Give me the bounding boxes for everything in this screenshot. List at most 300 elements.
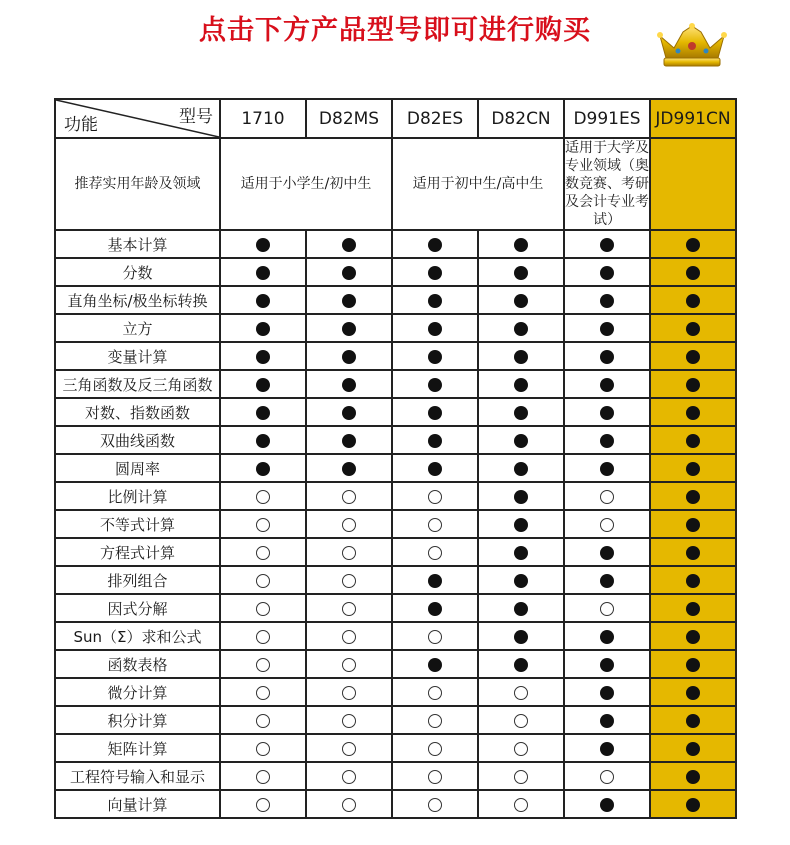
unsupported-circle-icon — [428, 686, 442, 700]
support-cell — [478, 594, 564, 622]
age-row-label: 推荐实用年龄及领域 — [55, 138, 220, 230]
support-cell — [220, 790, 306, 818]
supported-dot-icon — [342, 266, 356, 280]
support-cell — [478, 454, 564, 482]
support-cell — [478, 538, 564, 566]
support-cell — [564, 258, 650, 286]
feature-label: 方程式计算 — [55, 538, 220, 566]
feature-row — [55, 286, 736, 314]
support-cell — [478, 706, 564, 734]
support-cell — [392, 370, 478, 398]
supported-dot-icon — [686, 602, 700, 616]
feature-label: 排列组合 — [55, 566, 220, 594]
supported-dot-icon — [514, 518, 528, 532]
unsupported-circle-icon — [342, 658, 356, 672]
supported-dot-icon — [342, 462, 356, 476]
support-cell — [392, 314, 478, 342]
supported-dot-icon — [514, 378, 528, 392]
model-d82cn[interactable]: D82CN — [478, 99, 564, 138]
supported-dot-icon — [600, 406, 614, 420]
supported-dot-icon — [256, 378, 270, 392]
support-cell — [478, 342, 564, 370]
support-cell — [478, 650, 564, 678]
supported-dot-icon — [686, 378, 700, 392]
supported-dot-icon — [686, 742, 700, 756]
support-cell — [306, 370, 392, 398]
support-cell — [564, 706, 650, 734]
unsupported-circle-icon — [600, 490, 614, 504]
feature-label: 函数表格 — [55, 650, 220, 678]
support-cell — [478, 622, 564, 650]
support-cell — [478, 230, 564, 258]
support-cell — [650, 678, 736, 706]
support-cell — [220, 230, 306, 258]
supported-dot-icon — [428, 406, 442, 420]
supported-dot-icon — [600, 462, 614, 476]
supported-dot-icon — [686, 686, 700, 700]
supported-dot-icon — [514, 462, 528, 476]
supported-dot-icon — [256, 322, 270, 336]
support-cell — [392, 678, 478, 706]
support-cell — [478, 286, 564, 314]
unsupported-circle-icon — [256, 518, 270, 532]
supported-dot-icon — [342, 238, 356, 252]
feature-row — [55, 426, 736, 454]
model-d82es[interactable]: D82ES — [392, 99, 478, 138]
support-cell — [306, 258, 392, 286]
supported-dot-icon — [514, 574, 528, 588]
supported-dot-icon — [686, 770, 700, 784]
support-cell — [478, 790, 564, 818]
feature-row — [55, 510, 736, 538]
support-cell — [564, 510, 650, 538]
support-cell — [220, 650, 306, 678]
support-cell — [650, 398, 736, 426]
supported-dot-icon — [514, 238, 528, 252]
support-cell — [392, 734, 478, 762]
supported-dot-icon — [428, 322, 442, 336]
supported-dot-icon — [686, 294, 700, 308]
unsupported-circle-icon — [600, 518, 614, 532]
support-cell — [306, 286, 392, 314]
supported-dot-icon — [428, 294, 442, 308]
unsupported-circle-icon — [342, 546, 356, 560]
support-cell — [306, 454, 392, 482]
support-cell — [650, 258, 736, 286]
unsupported-circle-icon — [428, 770, 442, 784]
supported-dot-icon — [686, 518, 700, 532]
unsupported-circle-icon — [514, 798, 528, 812]
support-cell — [392, 790, 478, 818]
supported-dot-icon — [342, 350, 356, 364]
supported-dot-icon — [428, 238, 442, 252]
feature-row — [55, 706, 736, 734]
purchase-banner: 点击下方产品型号即可进行购买 — [199, 15, 591, 46]
unsupported-circle-icon — [256, 630, 270, 644]
support-cell — [392, 510, 478, 538]
feature-label: 三角函数及反三角函数 — [55, 370, 220, 398]
support-cell — [306, 510, 392, 538]
supported-dot-icon — [686, 658, 700, 672]
feature-label: 变量计算 — [55, 342, 220, 370]
unsupported-circle-icon — [600, 770, 614, 784]
support-cell — [392, 762, 478, 790]
unsupported-circle-icon — [514, 742, 528, 756]
supported-dot-icon — [600, 686, 614, 700]
unsupported-circle-icon — [600, 602, 614, 616]
support-cell — [478, 510, 564, 538]
support-cell — [306, 594, 392, 622]
support-cell — [650, 286, 736, 314]
supported-dot-icon — [514, 490, 528, 504]
support-cell — [306, 678, 392, 706]
support-cell — [220, 678, 306, 706]
feature-row — [55, 398, 736, 426]
supported-dot-icon — [514, 602, 528, 616]
support-cell — [306, 538, 392, 566]
unsupported-circle-icon — [256, 742, 270, 756]
supported-dot-icon — [342, 322, 356, 336]
support-cell — [392, 706, 478, 734]
feature-label: 对数、指数函数 — [55, 398, 220, 426]
support-cell — [306, 342, 392, 370]
support-cell — [650, 538, 736, 566]
supported-dot-icon — [600, 378, 614, 392]
supported-dot-icon — [342, 294, 356, 308]
support-cell — [650, 650, 736, 678]
supported-dot-icon — [686, 714, 700, 728]
supported-dot-icon — [342, 434, 356, 448]
unsupported-circle-icon — [256, 546, 270, 560]
feature-row — [55, 538, 736, 566]
supported-dot-icon — [600, 546, 614, 560]
unsupported-circle-icon — [342, 602, 356, 616]
support-cell — [478, 370, 564, 398]
feature-label: 积分计算 — [55, 706, 220, 734]
feature-label: 基本计算 — [55, 230, 220, 258]
supported-dot-icon — [514, 546, 528, 560]
unsupported-circle-icon — [514, 770, 528, 784]
feature-row — [55, 566, 736, 594]
support-cell — [564, 342, 650, 370]
age-group-highlight — [650, 138, 736, 230]
support-cell — [564, 370, 650, 398]
support-cell — [478, 426, 564, 454]
support-cell — [564, 566, 650, 594]
supported-dot-icon — [686, 462, 700, 476]
supported-dot-icon — [686, 350, 700, 364]
support-cell — [478, 734, 564, 762]
support-cell — [650, 482, 736, 510]
feature-row — [55, 790, 736, 818]
support-cell — [220, 398, 306, 426]
feature-row — [55, 230, 736, 258]
support-cell — [650, 790, 736, 818]
feature-row — [55, 454, 736, 482]
feature-row — [55, 650, 736, 678]
support-cell — [306, 482, 392, 510]
unsupported-circle-icon — [428, 798, 442, 812]
support-cell — [564, 538, 650, 566]
support-cell — [220, 594, 306, 622]
unsupported-circle-icon — [256, 574, 270, 588]
support-cell — [478, 398, 564, 426]
support-cell — [564, 734, 650, 762]
support-cell — [564, 398, 650, 426]
feature-label: 因式分解 — [55, 594, 220, 622]
unsupported-circle-icon — [428, 714, 442, 728]
feature-label: 分数 — [55, 258, 220, 286]
supported-dot-icon — [514, 266, 528, 280]
supported-dot-icon — [514, 406, 528, 420]
support-cell — [564, 426, 650, 454]
feature-row — [55, 762, 736, 790]
support-cell — [392, 622, 478, 650]
unsupported-circle-icon — [342, 714, 356, 728]
support-cell — [478, 258, 564, 286]
support-cell — [306, 734, 392, 762]
supported-dot-icon — [600, 630, 614, 644]
support-cell — [650, 510, 736, 538]
supported-dot-icon — [428, 266, 442, 280]
age-row — [55, 138, 736, 230]
supported-dot-icon — [600, 714, 614, 728]
support-cell — [220, 342, 306, 370]
supported-dot-icon — [600, 238, 614, 252]
supported-dot-icon — [514, 658, 528, 672]
support-cell — [392, 342, 478, 370]
support-cell — [564, 650, 650, 678]
feature-label: 矩阵计算 — [55, 734, 220, 762]
support-cell — [564, 454, 650, 482]
support-cell — [392, 286, 478, 314]
unsupported-circle-icon — [428, 490, 442, 504]
feature-label: Sun（Σ）求和公式 — [55, 622, 220, 650]
supported-dot-icon — [600, 350, 614, 364]
support-cell — [306, 762, 392, 790]
unsupported-circle-icon — [342, 574, 356, 588]
supported-dot-icon — [514, 294, 528, 308]
feature-label: 向量计算 — [55, 790, 220, 818]
supported-dot-icon — [342, 378, 356, 392]
supported-dot-icon — [686, 546, 700, 560]
feature-label: 不等式计算 — [55, 510, 220, 538]
age-group-secondary: 适用于初中生/高中生 — [392, 138, 564, 230]
support-cell — [306, 566, 392, 594]
support-cell — [564, 594, 650, 622]
support-cell — [650, 314, 736, 342]
support-cell — [478, 314, 564, 342]
support-cell — [220, 258, 306, 286]
unsupported-circle-icon — [428, 546, 442, 560]
supported-dot-icon — [256, 294, 270, 308]
support-cell — [220, 510, 306, 538]
support-cell — [650, 566, 736, 594]
support-cell — [392, 538, 478, 566]
support-cell — [220, 314, 306, 342]
support-cell — [220, 566, 306, 594]
feature-label: 圆周率 — [55, 454, 220, 482]
support-cell — [220, 454, 306, 482]
feature-label: 微分计算 — [55, 678, 220, 706]
age-group-university: 适用于大学及专业领域（奥数竞赛、考研及会计专业考试） — [565, 140, 649, 228]
supported-dot-icon — [428, 434, 442, 448]
feature-label: 直角坐标/极坐标转换 — [55, 286, 220, 314]
model-d82ms[interactable]: D82MS — [306, 99, 392, 138]
supported-dot-icon — [256, 266, 270, 280]
support-cell — [392, 398, 478, 426]
supported-dot-icon — [600, 322, 614, 336]
support-cell — [650, 370, 736, 398]
supported-dot-icon — [428, 658, 442, 672]
support-cell — [564, 790, 650, 818]
age-group-primary: 适用于小学生/初中生 — [220, 138, 392, 230]
support-cell — [220, 426, 306, 454]
support-cell — [650, 230, 736, 258]
supported-dot-icon — [686, 490, 700, 504]
support-cell — [306, 314, 392, 342]
supported-dot-icon — [600, 574, 614, 588]
corner-cell — [55, 99, 220, 138]
support-cell — [392, 566, 478, 594]
supported-dot-icon — [514, 630, 528, 644]
unsupported-circle-icon — [514, 686, 528, 700]
support-cell — [306, 622, 392, 650]
support-cell — [650, 734, 736, 762]
support-cell — [392, 230, 478, 258]
unsupported-circle-icon — [342, 770, 356, 784]
model-jd991cn[interactable]: JD991CN — [650, 99, 736, 138]
unsupported-circle-icon — [342, 630, 356, 644]
supported-dot-icon — [686, 406, 700, 420]
support-cell — [478, 566, 564, 594]
support-cell — [650, 762, 736, 790]
support-cell — [220, 538, 306, 566]
support-cell — [564, 678, 650, 706]
feature-axis-label: 功能 — [64, 115, 98, 135]
feature-label: 工程符号输入和显示 — [55, 762, 220, 790]
unsupported-circle-icon — [256, 658, 270, 672]
supported-dot-icon — [514, 434, 528, 448]
feature-label: 立方 — [55, 314, 220, 342]
supported-dot-icon — [600, 266, 614, 280]
support-cell — [306, 650, 392, 678]
model-d991es[interactable]: D991ES — [564, 99, 650, 138]
model-axis-label: 型号 — [179, 107, 213, 127]
supported-dot-icon — [686, 434, 700, 448]
feature-row — [55, 314, 736, 342]
crown-icon — [656, 22, 728, 68]
model-comparison-table — [54, 98, 737, 819]
support-cell — [478, 762, 564, 790]
unsupported-circle-icon — [256, 602, 270, 616]
supported-dot-icon — [600, 658, 614, 672]
support-cell — [478, 678, 564, 706]
supported-dot-icon — [600, 294, 614, 308]
unsupported-circle-icon — [256, 770, 270, 784]
support-cell — [306, 426, 392, 454]
support-cell — [564, 286, 650, 314]
feature-row — [55, 678, 736, 706]
support-cell — [220, 762, 306, 790]
unsupported-circle-icon — [256, 686, 270, 700]
support-cell — [650, 426, 736, 454]
supported-dot-icon — [256, 238, 270, 252]
unsupported-circle-icon — [342, 798, 356, 812]
supported-dot-icon — [686, 574, 700, 588]
feature-row — [55, 482, 736, 510]
support-cell — [306, 230, 392, 258]
feature-row — [55, 734, 736, 762]
support-cell — [392, 426, 478, 454]
feature-row — [55, 370, 736, 398]
unsupported-circle-icon — [342, 518, 356, 532]
model-header-row — [55, 99, 736, 138]
support-cell — [564, 762, 650, 790]
feature-row — [55, 342, 736, 370]
support-cell — [220, 286, 306, 314]
unsupported-circle-icon — [256, 490, 270, 504]
support-cell — [220, 706, 306, 734]
support-cell — [478, 482, 564, 510]
support-cell — [564, 314, 650, 342]
support-cell — [392, 594, 478, 622]
support-cell — [564, 622, 650, 650]
support-cell — [650, 622, 736, 650]
supported-dot-icon — [514, 350, 528, 364]
support-cell — [392, 454, 478, 482]
model-1710[interactable]: 1710 — [220, 99, 306, 138]
support-cell — [306, 398, 392, 426]
feature-label: 双曲线函数 — [55, 426, 220, 454]
unsupported-circle-icon — [342, 742, 356, 756]
support-cell — [220, 370, 306, 398]
support-cell — [220, 734, 306, 762]
unsupported-circle-icon — [428, 630, 442, 644]
support-cell — [650, 454, 736, 482]
supported-dot-icon — [256, 462, 270, 476]
supported-dot-icon — [428, 574, 442, 588]
supported-dot-icon — [600, 434, 614, 448]
supported-dot-icon — [686, 238, 700, 252]
supported-dot-icon — [600, 742, 614, 756]
support-cell — [392, 482, 478, 510]
support-cell — [306, 706, 392, 734]
support-cell — [392, 650, 478, 678]
supported-dot-icon — [256, 350, 270, 364]
supported-dot-icon — [686, 630, 700, 644]
feature-row — [55, 622, 736, 650]
supported-dot-icon — [428, 602, 442, 616]
unsupported-circle-icon — [514, 714, 528, 728]
supported-dot-icon — [256, 406, 270, 420]
support-cell — [650, 594, 736, 622]
unsupported-circle-icon — [428, 518, 442, 532]
supported-dot-icon — [686, 322, 700, 336]
unsupported-circle-icon — [342, 686, 356, 700]
support-cell — [220, 622, 306, 650]
support-cell — [306, 790, 392, 818]
support-cell — [392, 258, 478, 286]
unsupported-circle-icon — [256, 798, 270, 812]
supported-dot-icon — [256, 434, 270, 448]
unsupported-circle-icon — [428, 742, 442, 756]
unsupported-circle-icon — [256, 714, 270, 728]
supported-dot-icon — [686, 798, 700, 812]
support-cell — [564, 482, 650, 510]
feature-label: 比例计算 — [55, 482, 220, 510]
supported-dot-icon — [428, 378, 442, 392]
